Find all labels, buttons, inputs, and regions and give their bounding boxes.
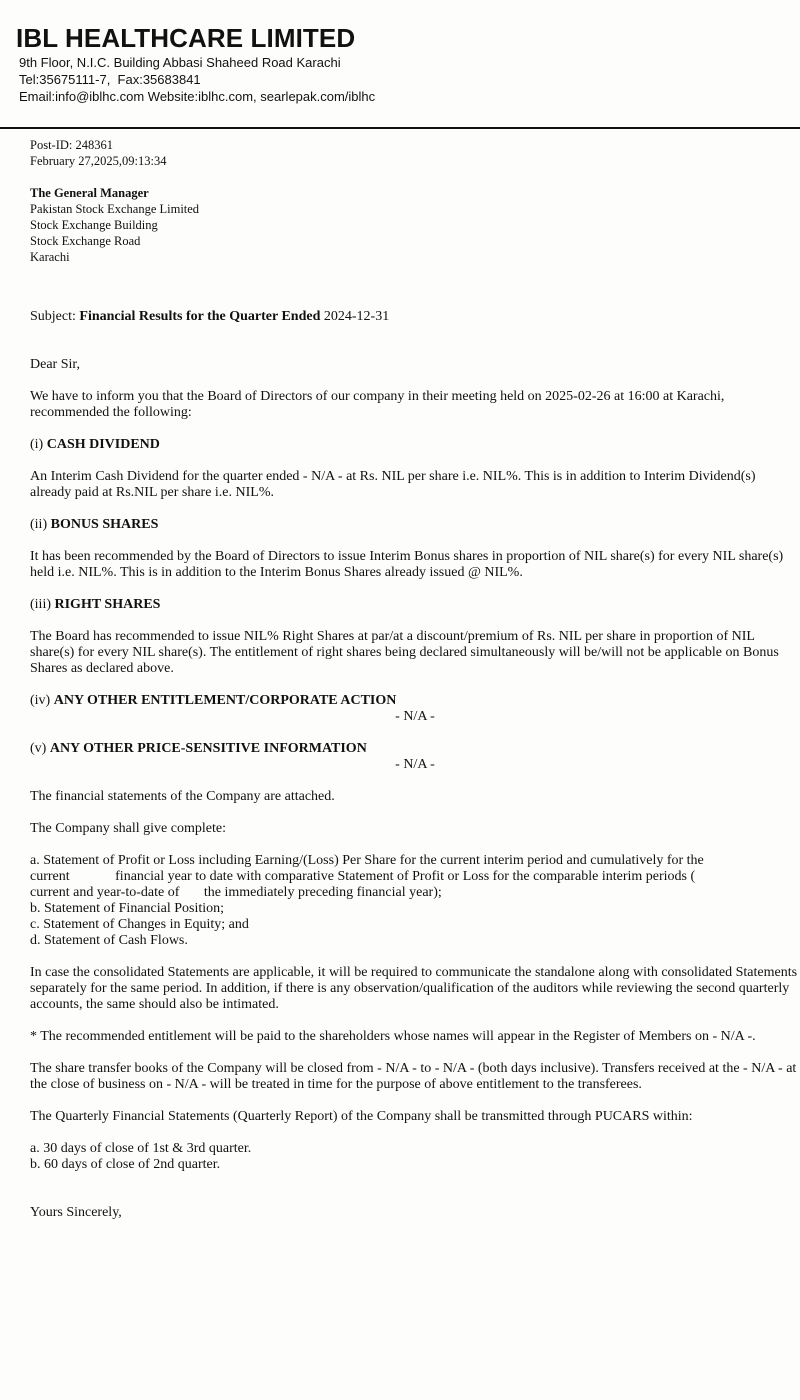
section-heading-other-entitlement: (iv) ANY OTHER ENTITLEMENT/CORPORATE ACTION (30, 693, 397, 708)
entitlement-note: * The recommended entitlement will be paid to the shareholders whose names will appear in the Register of Members on - N/A -. (30, 1029, 756, 1044)
list-item: a. 30 days of close of 1st & 3rd quarter. (30, 1141, 252, 1156)
closing: Yours Sincerely, (30, 1205, 122, 1220)
header-divider (0, 127, 800, 129)
recipient-block (30, 185, 800, 265)
other-price-value: - N/A - (395, 757, 435, 772)
section-heading-cash: (i) CASH DIVIDEND (30, 437, 160, 452)
statement-list (30, 853, 800, 949)
statements-attached: The financial statements of the Company are attached. (30, 789, 335, 804)
other-entitlement-value: - N/A - (395, 709, 435, 724)
shall-give: The Company shall give complete: (30, 821, 226, 836)
section-heading-bonus: (ii) BONUS SHARES (30, 517, 159, 532)
recipient-line: Stock Exchange Road (30, 234, 141, 248)
subject-line (30, 309, 800, 325)
company-web: Email:info@iblhc.com Website:iblhc.com, searlepak.com/iblhc (19, 89, 376, 104)
recipient-line: Stock Exchange Building (30, 218, 158, 232)
list-item: a. Statement of Profit or Loss including Earning/(Loss) Per Share for the current interim period and cumulatively for the (30, 853, 704, 868)
salutation: Dear Sir, (30, 357, 80, 372)
section-heading-other-price: (v) ANY OTHER PRICE-SENSITIVE INFORMATION (30, 741, 367, 756)
list-item: current financial year to date with comparative Statement of Profit or Loss for the comparable interim periods ( (30, 869, 696, 884)
cash-dividend-text: An Interim Cash Dividend for the quarter ended - N/A - at Rs. NIL per share i.e. NIL%. This is in addition to Interim Dividend(s) already paid at Rs.NIL per share i.e. NIL%. (30, 469, 756, 500)
intro-paragraph: We have to inform you that the Board of Directors of our company in their meeting held on 2025-02-26 at 16:00 at Karachi, recommended the following: (30, 389, 725, 420)
list-item: c. Statement of Changes in Equity; and (30, 917, 249, 932)
subject-text: Financial Results for the Quarter Ended (79, 309, 321, 324)
consolidated-paragraph: In case the consolidated Statements are applicable, it will be required to communicate the standalone along with consolidated Statements separately for the same period. In addition, if there is any observation/qualification of the auditors while reviewing the second quarterly accounts, the same should also be intimated. (30, 965, 798, 1012)
recipient-line: Karachi (30, 250, 70, 264)
company-contact: Tel:35675111-7, Fax:35683841 (19, 72, 201, 87)
recipient-line: Pakistan Stock Exchange Limited (30, 202, 200, 216)
section-heading-right: (iii) RIGHT SHARES (30, 597, 161, 612)
list-item: current and year-to-date of the immediately preceding financial year); (30, 885, 442, 900)
list-item: d. Statement of Cash Flows. (30, 933, 188, 948)
list-item: b. 60 days of close of 2nd quarter. (30, 1157, 221, 1172)
recipient-title: The General Manager (30, 186, 149, 200)
bonus-shares-text: It has been recommended by the Board of Directors to issue Interim Bonus shares in proportion of NIL share(s) for every NIL share(s) held i.e. NIL%. This is in addition to the Interim Bonus Shares already issued @ NIL%. (30, 549, 784, 580)
company-address: 9th Floor, N.I.C. Building Abbasi Shaheed Road Karachi (19, 55, 341, 70)
right-shares-text: The Board has recommended to issue NIL% Right Shares at par/at a discount/premium of Rs. NIL per share in proportion of NIL share(s) for every NIL share(s). The entitlement of right shares being declared simultaneously will be/will not be applicable on Bonus Shares as declared above. (30, 629, 779, 676)
pucars-paragraph: The Quarterly Financial Statements (Quarterly Report) of the Company shall be transmitted through PUCARS within: (30, 1109, 693, 1124)
company-name: IBL HEALTHCARE LIMITED (16, 23, 356, 53)
letter-body (30, 137, 800, 1221)
list-item: b. Statement of Financial Position; (30, 901, 225, 916)
letterhead (0, 0, 800, 128)
subject-date: 2024-12-31 (323, 309, 390, 324)
book-closure-paragraph: The share transfer books of the Company will be closed from - N/A - to - N/A - (both days inclusive). Transfers received at the - N/A - at the close of business on - N/A - will be treated in time for the purpose of above entitlement to the transferees. (30, 1061, 797, 1092)
subject-label: Subject: (30, 309, 76, 324)
post-id: Post-ID: 248361 (30, 138, 113, 152)
post-datetime: February 27,2025,09:13:34 (30, 154, 167, 168)
